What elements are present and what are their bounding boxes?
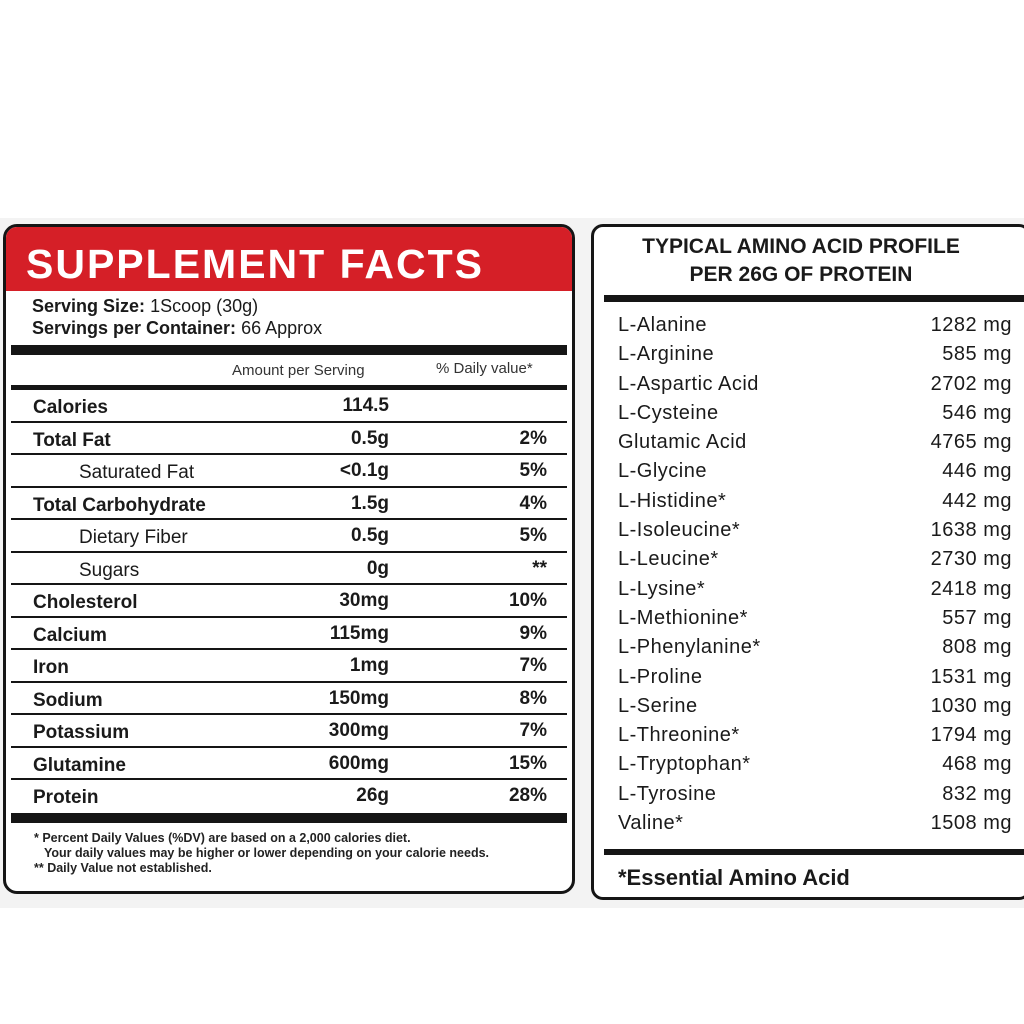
amino-name: L-Histidine* [618,489,727,512]
nutrient-row [11,553,567,586]
amino-row [618,488,1024,517]
amino-name: L-Tryptophan* [618,753,751,776]
amino-acid-list [594,302,1024,839]
amino-value: 585 mg [942,343,1012,366]
amino-value: 1638 mg [930,519,1012,542]
nutrient-dv: ** [532,557,547,579]
footnote-not-established: ** Daily Value not established. [34,860,212,875]
nutrient-amount: 115mg [329,622,389,644]
nutrient-amount: 300mg [328,720,389,741]
nutrient-name: Total Fat [33,429,111,451]
nutrient-name: Iron [33,657,69,678]
amino-row [618,664,1024,693]
essential-amino-footnote: *Essential Amino Acid [618,865,850,891]
nutrient-amount: 1.5g [350,492,389,514]
amino-value: 1508 mg [930,812,1012,835]
amino-row [618,722,1024,751]
amino-row [618,751,1024,780]
amino-acid-title [594,227,1024,289]
amino-value: 1531 mg [930,665,1012,688]
amino-value: 546 mg [942,401,1012,424]
nutrient-row [11,455,567,488]
amino-value: 557 mg [942,606,1012,629]
nutrient-amount: 30mg [339,590,389,611]
nutrient-name: Potassium [33,722,130,743]
nutrient-name: Glutamine [33,754,126,776]
footnote-daily-values: Your daily values may be higher or lower depending on your calorie needs. [44,845,490,860]
nutrient-amount: 150mg [328,687,389,709]
nutrient-name: Calcium [33,624,107,646]
nutrient-row [11,618,567,651]
nutrient-name: Cholesterol [33,592,138,613]
footnotes [6,823,572,876]
amino-name: L-Phenylanine* [618,636,761,659]
servings-per-container-value: 66 Approx [241,318,323,338]
nutrient-row [11,390,567,423]
amino-name: L-Glycine [618,460,707,483]
amino-title-line-2: PER 26G OF PROTEIN [689,263,913,286]
amino-row [618,634,1024,663]
amino-value: 442 mg [942,489,1012,512]
amino-value: 2418 mg [930,577,1012,600]
amino-value: 832 mg [942,782,1012,805]
nutrient-name: Dietary Fiber [79,527,188,548]
nutrient-name: Sodium [33,689,103,711]
nutrient-dv: 2% [519,427,547,449]
nutrient-row [11,488,567,521]
nutrient-dv: 15% [508,752,547,774]
amino-name: L-Tyrosine [618,782,717,805]
amino-value: 2702 mg [930,372,1012,395]
amino-row [618,371,1024,400]
amino-row [618,546,1024,575]
amino-value: 1282 mg [930,314,1012,336]
nutrient-row [11,423,567,456]
amino-value: 446 mg [942,460,1012,483]
nutrient-amount: 26g [356,785,389,806]
nutrient-row [11,683,567,716]
nutrient-row [11,650,567,683]
amino-name: L-Isoleucine* [618,519,741,542]
amino-row [618,429,1024,458]
nutrient-dv: 9% [519,622,547,644]
nutrient-amount: 600mg [328,752,389,774]
amino-value: 1030 mg [930,694,1012,717]
amino-row [618,400,1024,429]
nutrient-dv: 7% [519,720,547,741]
amino-value: 2730 mg [930,548,1012,571]
serving-size [32,295,572,317]
amino-name: Glutamic Acid [618,431,747,454]
divider-thick [604,295,1024,302]
amino-row [618,341,1024,370]
nutrient-dv: 10% [508,590,547,611]
serving-info [6,291,572,339]
amino-name: L-Arginine [618,343,715,366]
supplement-facts-panel [3,224,575,894]
nutrient-name: Protein [33,787,99,808]
amino-row [618,312,1024,341]
amino-value: 1794 mg [930,724,1012,747]
servings-per-container-label: Servings per Container: [32,318,237,338]
amino-row [618,605,1024,634]
footnote-percent-dv: * Percent Daily Values (%DV) are based on a 2,000 calories diet. [34,830,411,845]
amino-name: L-Proline [618,665,703,688]
amino-row [618,781,1024,810]
nutrient-name: Saturated Fat [79,462,195,483]
nutrient-amount: 0.5g [350,427,389,449]
nutrient-amount: 114.5 [342,395,389,416]
divider-thick [11,345,567,355]
amino-name: L-Serine [618,694,698,717]
amino-name: L-Cysteine [618,401,719,424]
nutrient-name: Calories [33,397,108,418]
nutrient-dv: 8% [519,687,547,709]
nutrient-table [6,390,572,813]
amino-name: L-Leucine* [618,548,719,571]
nutrient-row [11,585,567,618]
amino-name: L-Threonine* [618,724,740,747]
serving-size-label: Serving Size: [32,296,146,316]
amino-row [618,517,1024,546]
amino-name: L-Lysine* [618,577,706,600]
nutrient-amount: 0g [366,557,389,579]
amino-name: Valine* [618,812,684,835]
nutrient-row [11,748,567,781]
amino-value: 4765 mg [930,431,1012,454]
nutrient-name: Sugars [79,559,140,581]
nutrient-amount: <0.1g [339,460,389,481]
amino-row [618,693,1024,722]
amino-name: L-Aspartic Acid [618,372,759,395]
divider-thick-bottom [11,813,567,823]
amino-row [618,810,1024,839]
column-headers [6,355,572,385]
amount-header: Amount per Serving [232,362,365,379]
nutrient-dv: 4% [519,492,547,514]
nutrient-row [11,780,567,813]
nutrient-row [11,520,567,553]
nutrient-dv: 7% [519,655,547,676]
daily-value-header: % Daily value* [436,360,533,377]
amino-name: L-Alanine [618,314,708,336]
nutrient-dv: 5% [519,525,547,546]
nutrient-name: Total Carbohydrate [33,494,206,516]
amino-value: 808 mg [942,636,1012,659]
nutrient-amount: 1mg [349,655,389,676]
supplement-facts-title: SUPPLEMENT FACTS [6,227,572,291]
amino-row [618,576,1024,605]
serving-size-value: 1Scoop (30g) [150,296,259,316]
amino-title-line-1: TYPICAL AMINO ACID PROFILE [642,235,960,258]
nutrient-amount: 0.5g [350,525,389,546]
amino-acid-panel [591,224,1024,900]
amino-name: L-Methionine* [618,606,748,629]
nutrient-dv: 5% [519,460,547,481]
amino-row [618,458,1024,487]
nutrient-dv: 28% [508,785,547,806]
amino-value: 468 mg [942,753,1012,776]
nutrient-row [11,715,567,748]
servings-per-container [32,317,572,339]
